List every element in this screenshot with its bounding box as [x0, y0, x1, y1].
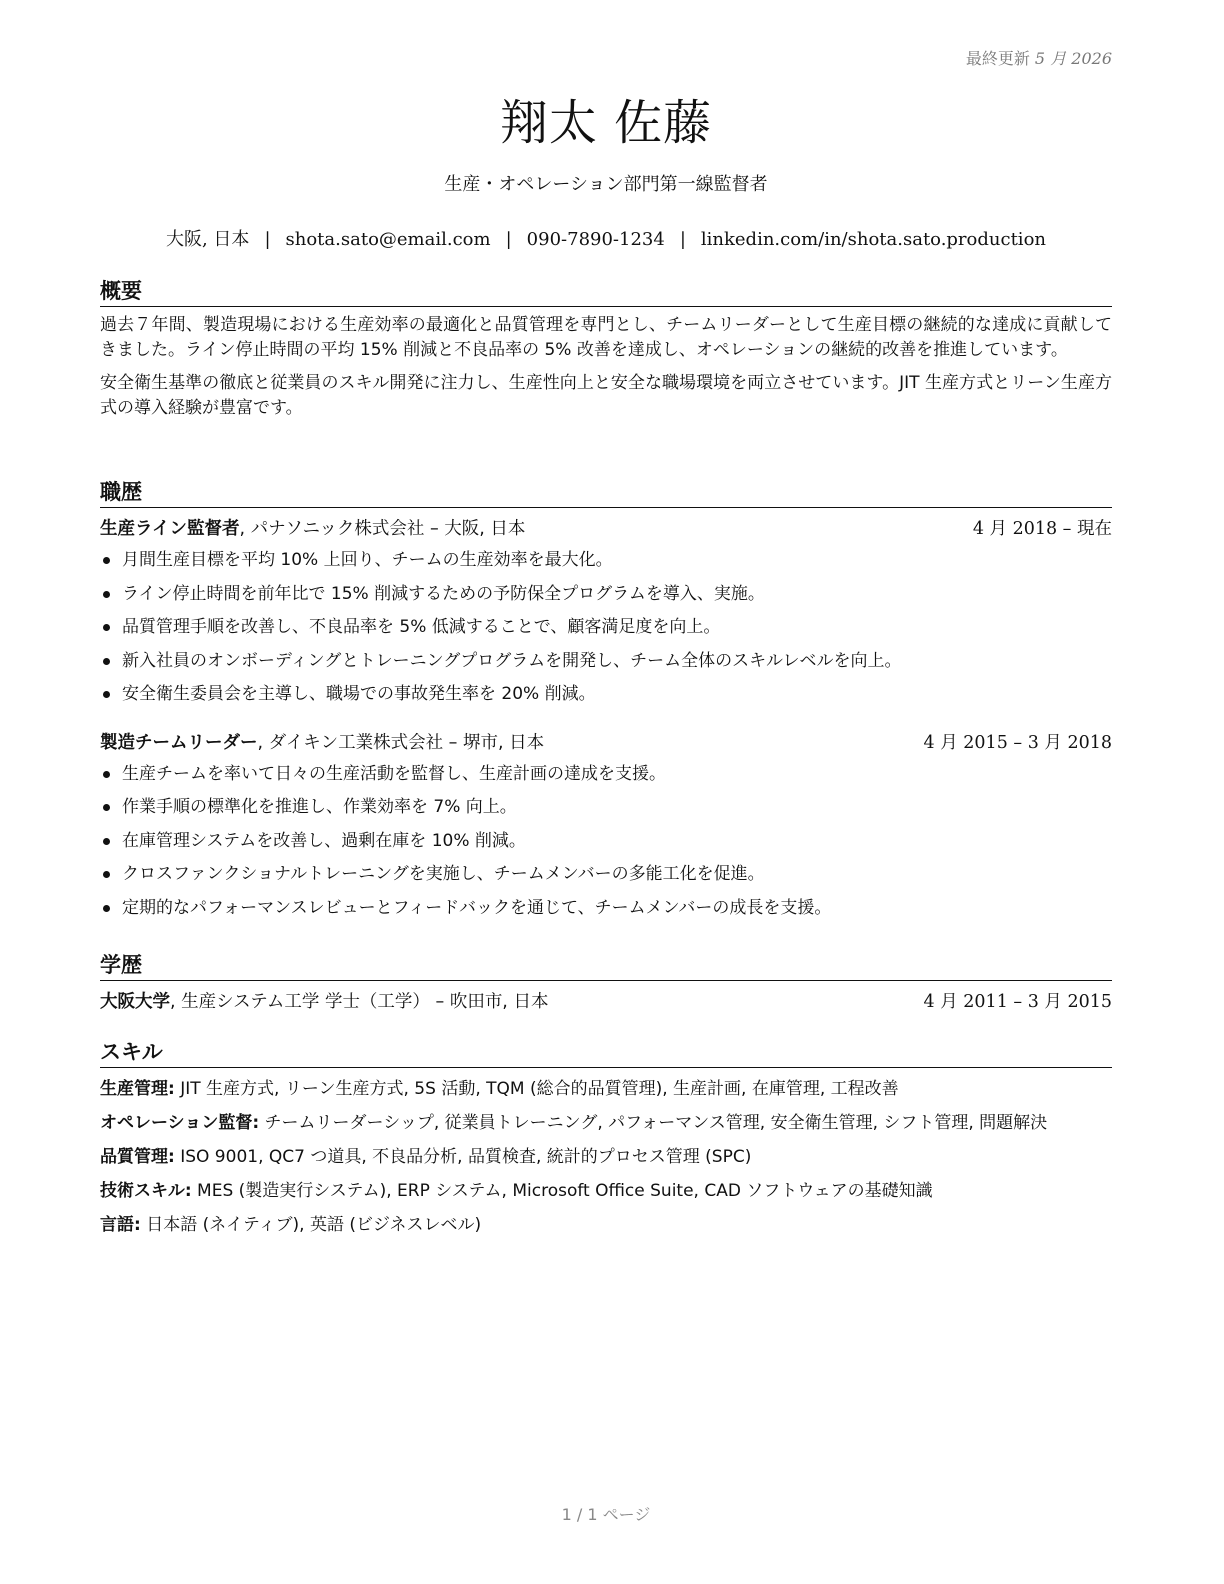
- list-item: [100, 544, 1112, 578]
- skills-heading: スキル: [100, 1038, 1112, 1068]
- bullet-text: 在庫管理システムを改善し、過剰在庫を 10% 削減。: [122, 830, 526, 851]
- education-school: 大阪大学: [100, 992, 170, 1012]
- education-entry: [100, 989, 1112, 1015]
- summary-paragraph: 安全衛生基準の徹底と従業員のスキル開発に注力し、生産性向上と安全な職場環境を両立させています。JIT 生産方式とリーン生産方式の導入経験が豊富です。: [100, 373, 1112, 418]
- job-dates: 4 月 2015 – 3 月 2018: [923, 732, 1112, 753]
- education-dates: 4 月 2011 – 3 月 2015: [923, 992, 1112, 1012]
- bullet-icon: [103, 624, 110, 631]
- skill-line: [100, 1178, 1112, 1204]
- bullet-text: 新入社員のオンボーディングとトレーニングプログラムを開発し、チーム全体のスキルレベルを向上。: [122, 650, 902, 671]
- job-dates: 4 月 2018 – 現在: [972, 519, 1112, 539]
- bullet-icon: [103, 838, 110, 845]
- bullet-icon: [103, 804, 110, 811]
- skill-line: [100, 1076, 1112, 1102]
- skill-text: JIT 生産方式, リーン生産方式, 5S 活動, TQM (総合的品質管理), 生産計画, 在庫管理, 工程改善: [174, 1079, 899, 1099]
- job-role: 生産ライン監督者: [100, 519, 240, 539]
- resume-page: [100, 0, 1112, 1584]
- job-bullets: [100, 544, 1112, 712]
- job-header: [100, 730, 1112, 756]
- summary-heading: 概要: [100, 277, 1112, 307]
- contact-separator: |: [679, 229, 686, 250]
- skill-text: MES (製造実行システム), ERP システム, Microsoft Office Suite, CAD ソフトウェアの基礎知識: [191, 1181, 933, 1201]
- skill-line: [100, 1212, 1112, 1238]
- experience-heading: 職歴: [100, 478, 1112, 508]
- bullet-icon: [103, 771, 110, 778]
- list-item: [100, 578, 1112, 612]
- list-item: [100, 825, 1112, 859]
- job-company: , パナソニック株式会社 – 大阪, 日本: [239, 519, 526, 539]
- list-item: [100, 645, 1112, 679]
- contact-location: 大阪, 日本: [165, 229, 250, 250]
- job-header: [100, 516, 1112, 542]
- skills-section: [100, 1038, 1112, 1238]
- bullet-text: 品質管理手順を改善し、不良品率を 5% 低減することで、顧客満足度を向上。: [122, 617, 721, 637]
- skill-text: 日本語 (ネイティブ), 英語 (ビジネスレベル): [140, 1215, 482, 1235]
- job-bullets: [100, 758, 1112, 926]
- last-updated-prefix: 最終更新: [965, 49, 1030, 68]
- skill-text: チームリーダーシップ, 従業員トレーニング, パフォーマンス管理, 安全衛生管理, シフト管理, 問題解決: [259, 1113, 1048, 1133]
- list-item: [100, 892, 1112, 926]
- education-detail: , 生産システム工学 学士（工学） – 吹田市, 日本: [170, 992, 549, 1012]
- summary-section: [100, 277, 1112, 421]
- skill-label: 品質管理:: [100, 1147, 175, 1167]
- bullet-text: 月間生産目標を平均 10% 上回り、チームの生産効率を最大化。: [122, 550, 613, 570]
- skill-text: ISO 9001, QC7 つ道具, 不良品分析, 品質検査, 統計的プロセス管理 (SPC): [174, 1147, 752, 1167]
- skill-line: [100, 1110, 1112, 1136]
- last-updated: [966, 46, 1112, 69]
- list-item: [100, 858, 1112, 892]
- bullet-text: クロスファンクショナルトレーニングを実施し、チームメンバーの多能工化を促進。: [122, 864, 765, 884]
- bullet-icon: [103, 905, 110, 912]
- skill-label: 技術スキル:: [100, 1181, 192, 1201]
- list-item: [100, 791, 1112, 825]
- bullet-icon: [103, 871, 110, 878]
- summary-paragraph: 過去７年間、製造現場における生産効率の最適化と品質管理を専門とし、チームリーダーとして生産目標の継続的な達成に貢献してきました。ライン停止時間の平均 15% 削減と不良品率の 5% 改善を達成し、オペレーションの継続的改善を推進しています。: [100, 315, 1112, 360]
- bullet-icon: [103, 691, 110, 698]
- education-section: [100, 951, 1112, 1015]
- bullet-text: 生産チームを率いて日々の生産活動を監督し、生産計画の達成を支援。: [122, 763, 666, 784]
- bullet-text: ライン停止時間を前年比で 15% 削減するための予防保全プログラムを導入、実施。: [122, 583, 765, 604]
- contact-separator: |: [264, 229, 271, 250]
- skill-label: オペレーション監督:: [100, 1113, 260, 1133]
- bullet-icon: [103, 557, 110, 564]
- education-heading: 学歴: [100, 951, 1112, 981]
- contact-phone: 090-7890-1234: [526, 229, 665, 250]
- bullet-icon: [103, 591, 110, 598]
- candidate-name: 翔太 佐藤: [499, 95, 713, 151]
- contact-separator: |: [505, 229, 512, 250]
- skill-label: 生産管理:: [100, 1079, 175, 1099]
- bullet-icon: [103, 658, 110, 665]
- list-item: [100, 611, 1112, 645]
- candidate-title: 生産・オペレーション部門第一線監督者: [444, 174, 768, 195]
- bullet-text: 安全衛生委員会を主導し、職場での事故発生率を 20% 削減。: [122, 684, 596, 704]
- page-indicator: 1 / 1 ページ: [561, 1505, 651, 1524]
- last-updated-date: 5 月 2026: [1034, 49, 1112, 68]
- job-company: , ダイキン工業株式会社 – 堺市, 日本: [257, 732, 545, 753]
- bullet-text: 作業手順の標準化を推進し、作業効率を 7% 向上。: [122, 797, 517, 817]
- experience-section: [100, 478, 1112, 925]
- skill-label: 言語:: [100, 1215, 141, 1235]
- skill-line: [100, 1144, 1112, 1170]
- contact-line: [100, 225, 1112, 251]
- list-item: [100, 758, 1112, 792]
- contact-email[interactable]: shota.sato@email.com: [285, 229, 491, 250]
- job-role: 製造チームリーダー: [100, 732, 258, 753]
- list-item: [100, 678, 1112, 712]
- contact-linkedin[interactable]: linkedin.com/in/shota.sato.production: [700, 229, 1046, 250]
- bullet-text: 定期的なパフォーマンスレビューとフィードバックを通じて、チームメンバーの成長を支援。: [122, 897, 832, 918]
